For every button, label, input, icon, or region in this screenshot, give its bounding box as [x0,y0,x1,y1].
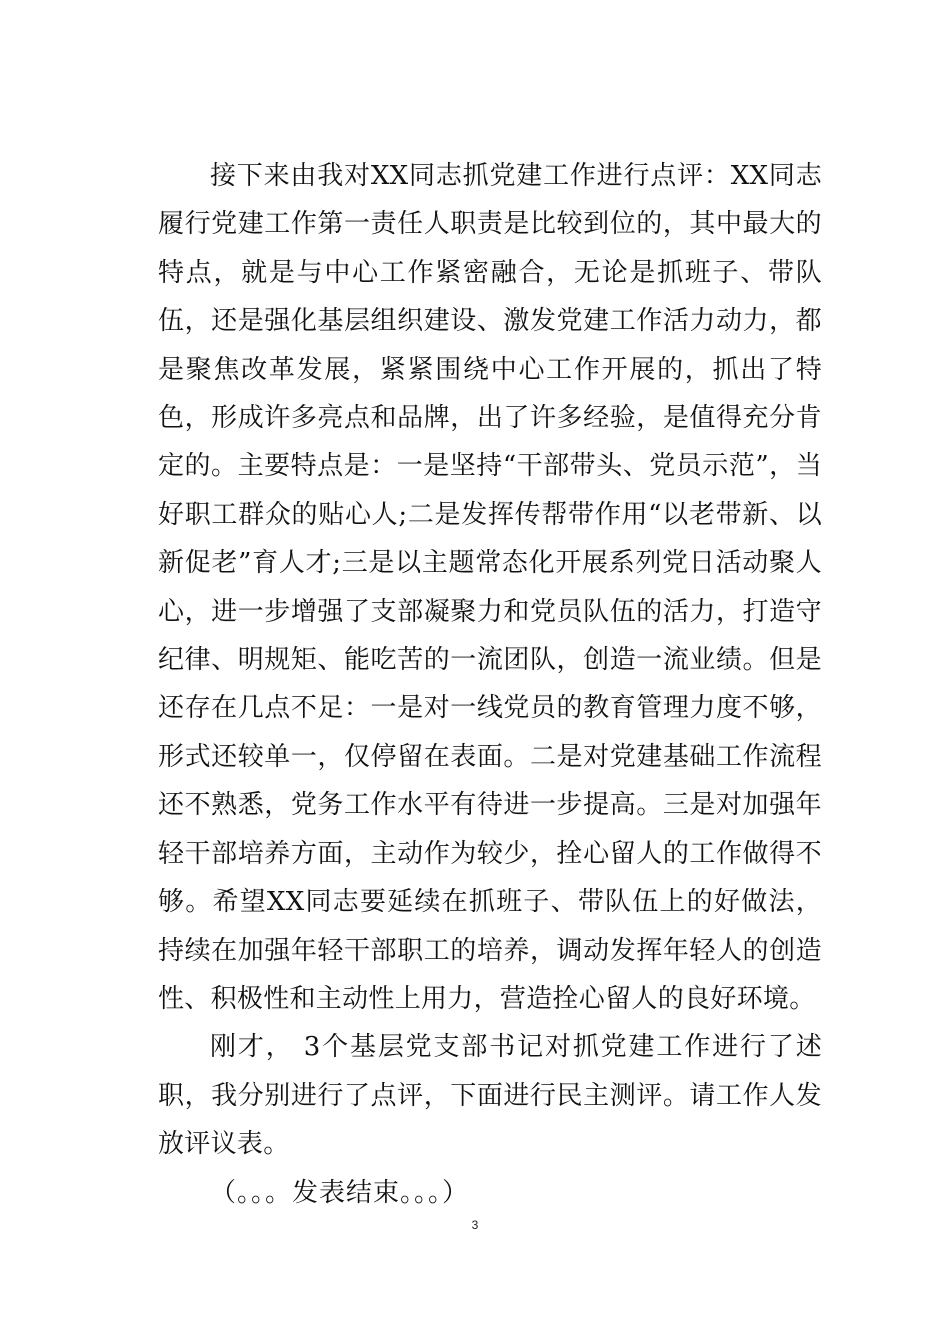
paragraph-democratic-evaluation: 刚才， 3个基层党支部书记对抓党建工作进行了述职，我分别进行了点评，下面进行民主测评。请工作人发放评议表。 [158,1032,822,1160]
document-body [158,152,822,1217]
page-number: 3 [471,1218,479,1232]
paragraph-closing-note: （。。。发表结束。。。） [210,1177,470,1208]
paragraph-review-comments: 接下来由我对XX同志抓党建工作进行点评：XX同志履行党建工作第一责任人职责是比较到位的，其中最大的特点，就是与中心工作紧密融合，无论是抓班子、带队伍，还是强化基层组织建设、激发党建工作活力动力，都是聚焦改革发展，紧紧围绕中心工作开展的，抓出了特色，形成许多亮点和品牌，出了许多经验，是值得充分肯定的。主要特点是：一是坚持“干部带头、党员示范”，当好职工群众的贴心人;二是发挥传帮带作用“以老带新、以新促老”育人才;三是以主题常态化开展系列党日活动聚人心，进一步增强了支部凝聚力和党员队伍的活力，打造守纪律、明规矩、能吃苦的一流团队，创造一流业绩。但是还存在几点不足：一是对一线党员的教育管理力度不够，形式还较单一，仅停留在表面。二是对党建基础工作流程还不熟悉，党务工作水平有待进一步提高。三是对加强年轻干部培养方面，主动作为较少，拴心留人的工作做得不够。希望XX同志要延续在抓班子、带队伍上的好做法，持续在加强年轻干部职工的培养，调动发挥年轻人的创造性、积极性和主动性上用力，营造拴心留人的良好环境。 [158,161,822,1014]
